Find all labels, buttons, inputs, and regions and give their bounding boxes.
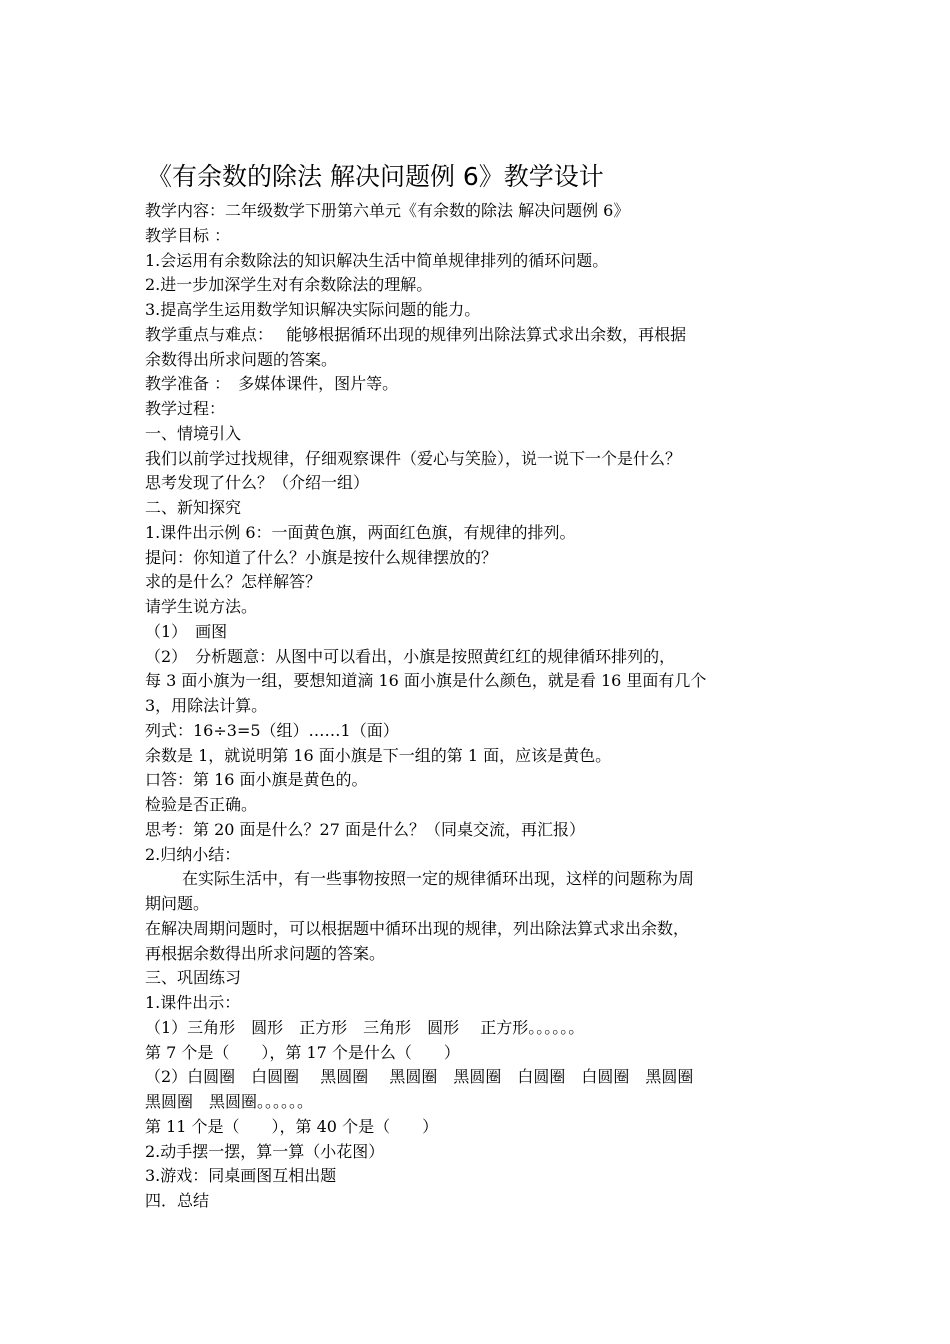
section-1-heading: 一、情境引入 (145, 423, 242, 443)
teaching-process-heading: 教学过程： (145, 399, 226, 418)
teaching-goals-heading: 教学目标 ： (145, 225, 231, 245)
summary-text-2-continuation: 再根据余数得出所求问题的答案。 (145, 943, 386, 963)
check-line: 检验是否正确。 (145, 795, 258, 814)
goal-2-line: 2.进一步加深学生对有余数除法的理解。 (145, 275, 433, 295)
circle-sequence-continuation: 黑圆圈 黑圆圈。。。。。。 (145, 1092, 314, 1111)
section-1-text: 我们以前学过找规律，仔细观察课件（爱心与笑脸），说一说下一个是什么？ (145, 448, 682, 468)
exercise-3-line: 3.游戏：同桌画图互相出题 (145, 1166, 337, 1186)
teaching-content-line: 教学内容：二年级数学下册第六单元《有余数的除法 解决问题例 6》 (145, 201, 630, 220)
section-3-heading: 三、巩固练习 (145, 968, 242, 988)
teaching-preparation-line: 教学准备 ： 多媒体课件，图片等。 (145, 374, 399, 394)
question-line: 提问：你知道了什么？小旗是按什么规律摆放的？ (145, 547, 498, 567)
step-2-line: （2） 分析题意：从图中可以看出，小旗是按照黄红红的规律循环排列的， (145, 646, 676, 666)
summary-text: 在实际生活中，有一些事物按照一定的规律循环出现，这样的问题称为周 (182, 869, 695, 889)
shape-sequence-line: （1）三角形 圆形 正方形 三角形 圆形 正方形。。。。。。 (145, 1017, 585, 1037)
summary-heading: 2.归纳小结： (145, 844, 241, 864)
section-2-heading: 二、新知探究 (145, 498, 242, 517)
key-points-continuation: 余数得出所求问题的答案。 (145, 349, 338, 369)
step-2-continuation: 每 3 面小旗为一组，要想知道滴 16 面小旗是什么颜色，就是看 16 里面有几个 (145, 671, 707, 691)
summary-text-continuation: 期问题。 (145, 894, 210, 913)
exercise-1-line: 1.课件出示： (145, 993, 241, 1012)
think-line: 思考：第 20 面是什么？27 面是什么？（同桌交流，再汇报） (145, 819, 585, 839)
step-2-continuation-2: 3，用除法计算。 (145, 696, 268, 715)
summary-text-2: 在解决周期问题时，可以根据题中循环出现的规律，列出除法算式求出余数， (145, 918, 690, 938)
goal-1-line: 1.会运用有余数除法的知识解决生活中简单规律排列的循环问题。 (145, 250, 609, 270)
exercise-2-line: 2.动手摆一摆，算一算（小花图） (145, 1141, 385, 1161)
example-6-line: 1.课件出示例 6：一面黄色旗，两面红色旗，有规律的排列。 (145, 522, 576, 542)
question-line-2: 求的是什么？怎样解答？ (145, 572, 322, 592)
circle-question-line: 第 11 个是（ ），第 40 个是（ ） (145, 1116, 439, 1136)
section-4-heading: 四．总结 (145, 1191, 210, 1210)
answer-line: 口答：第 16 面小旗是黄色的。 (145, 770, 368, 790)
shape-question-line: 第 7 个是（ ），第 17 个是什么（ ） (145, 1042, 460, 1062)
goal-3-line: 3.提高学生运用数学知识解决实际问题的能力。 (145, 300, 481, 319)
circle-sequence-line: （2）白圆圈 白圆圈 黑圆圈 黑圆圈 黑圆圈 白圆圈 白圆圈 黑圆圈 (145, 1067, 694, 1087)
document-title: 《有余数的除法 解决问题例 6》教学设计 (147, 162, 604, 191)
document-body (145, 199, 825, 1214)
method-line: 请学生说方法。 (145, 597, 258, 616)
equation-line: 列式：16÷3=5（组）……1（面） (145, 720, 399, 740)
step-1-line: （1） 画图 (145, 621, 228, 641)
key-points-line: 教学重点与难点： 能够根据循环出现的规律列出除法算式求出余数，再根据 (145, 324, 687, 344)
section-1-text-continuation: 思考发现了什么？（介绍一组） (145, 473, 370, 493)
remainder-line: 余数是 1，就说明第 16 面小旗是下一组的第 1 面，应该是黄色。 (145, 745, 612, 765)
